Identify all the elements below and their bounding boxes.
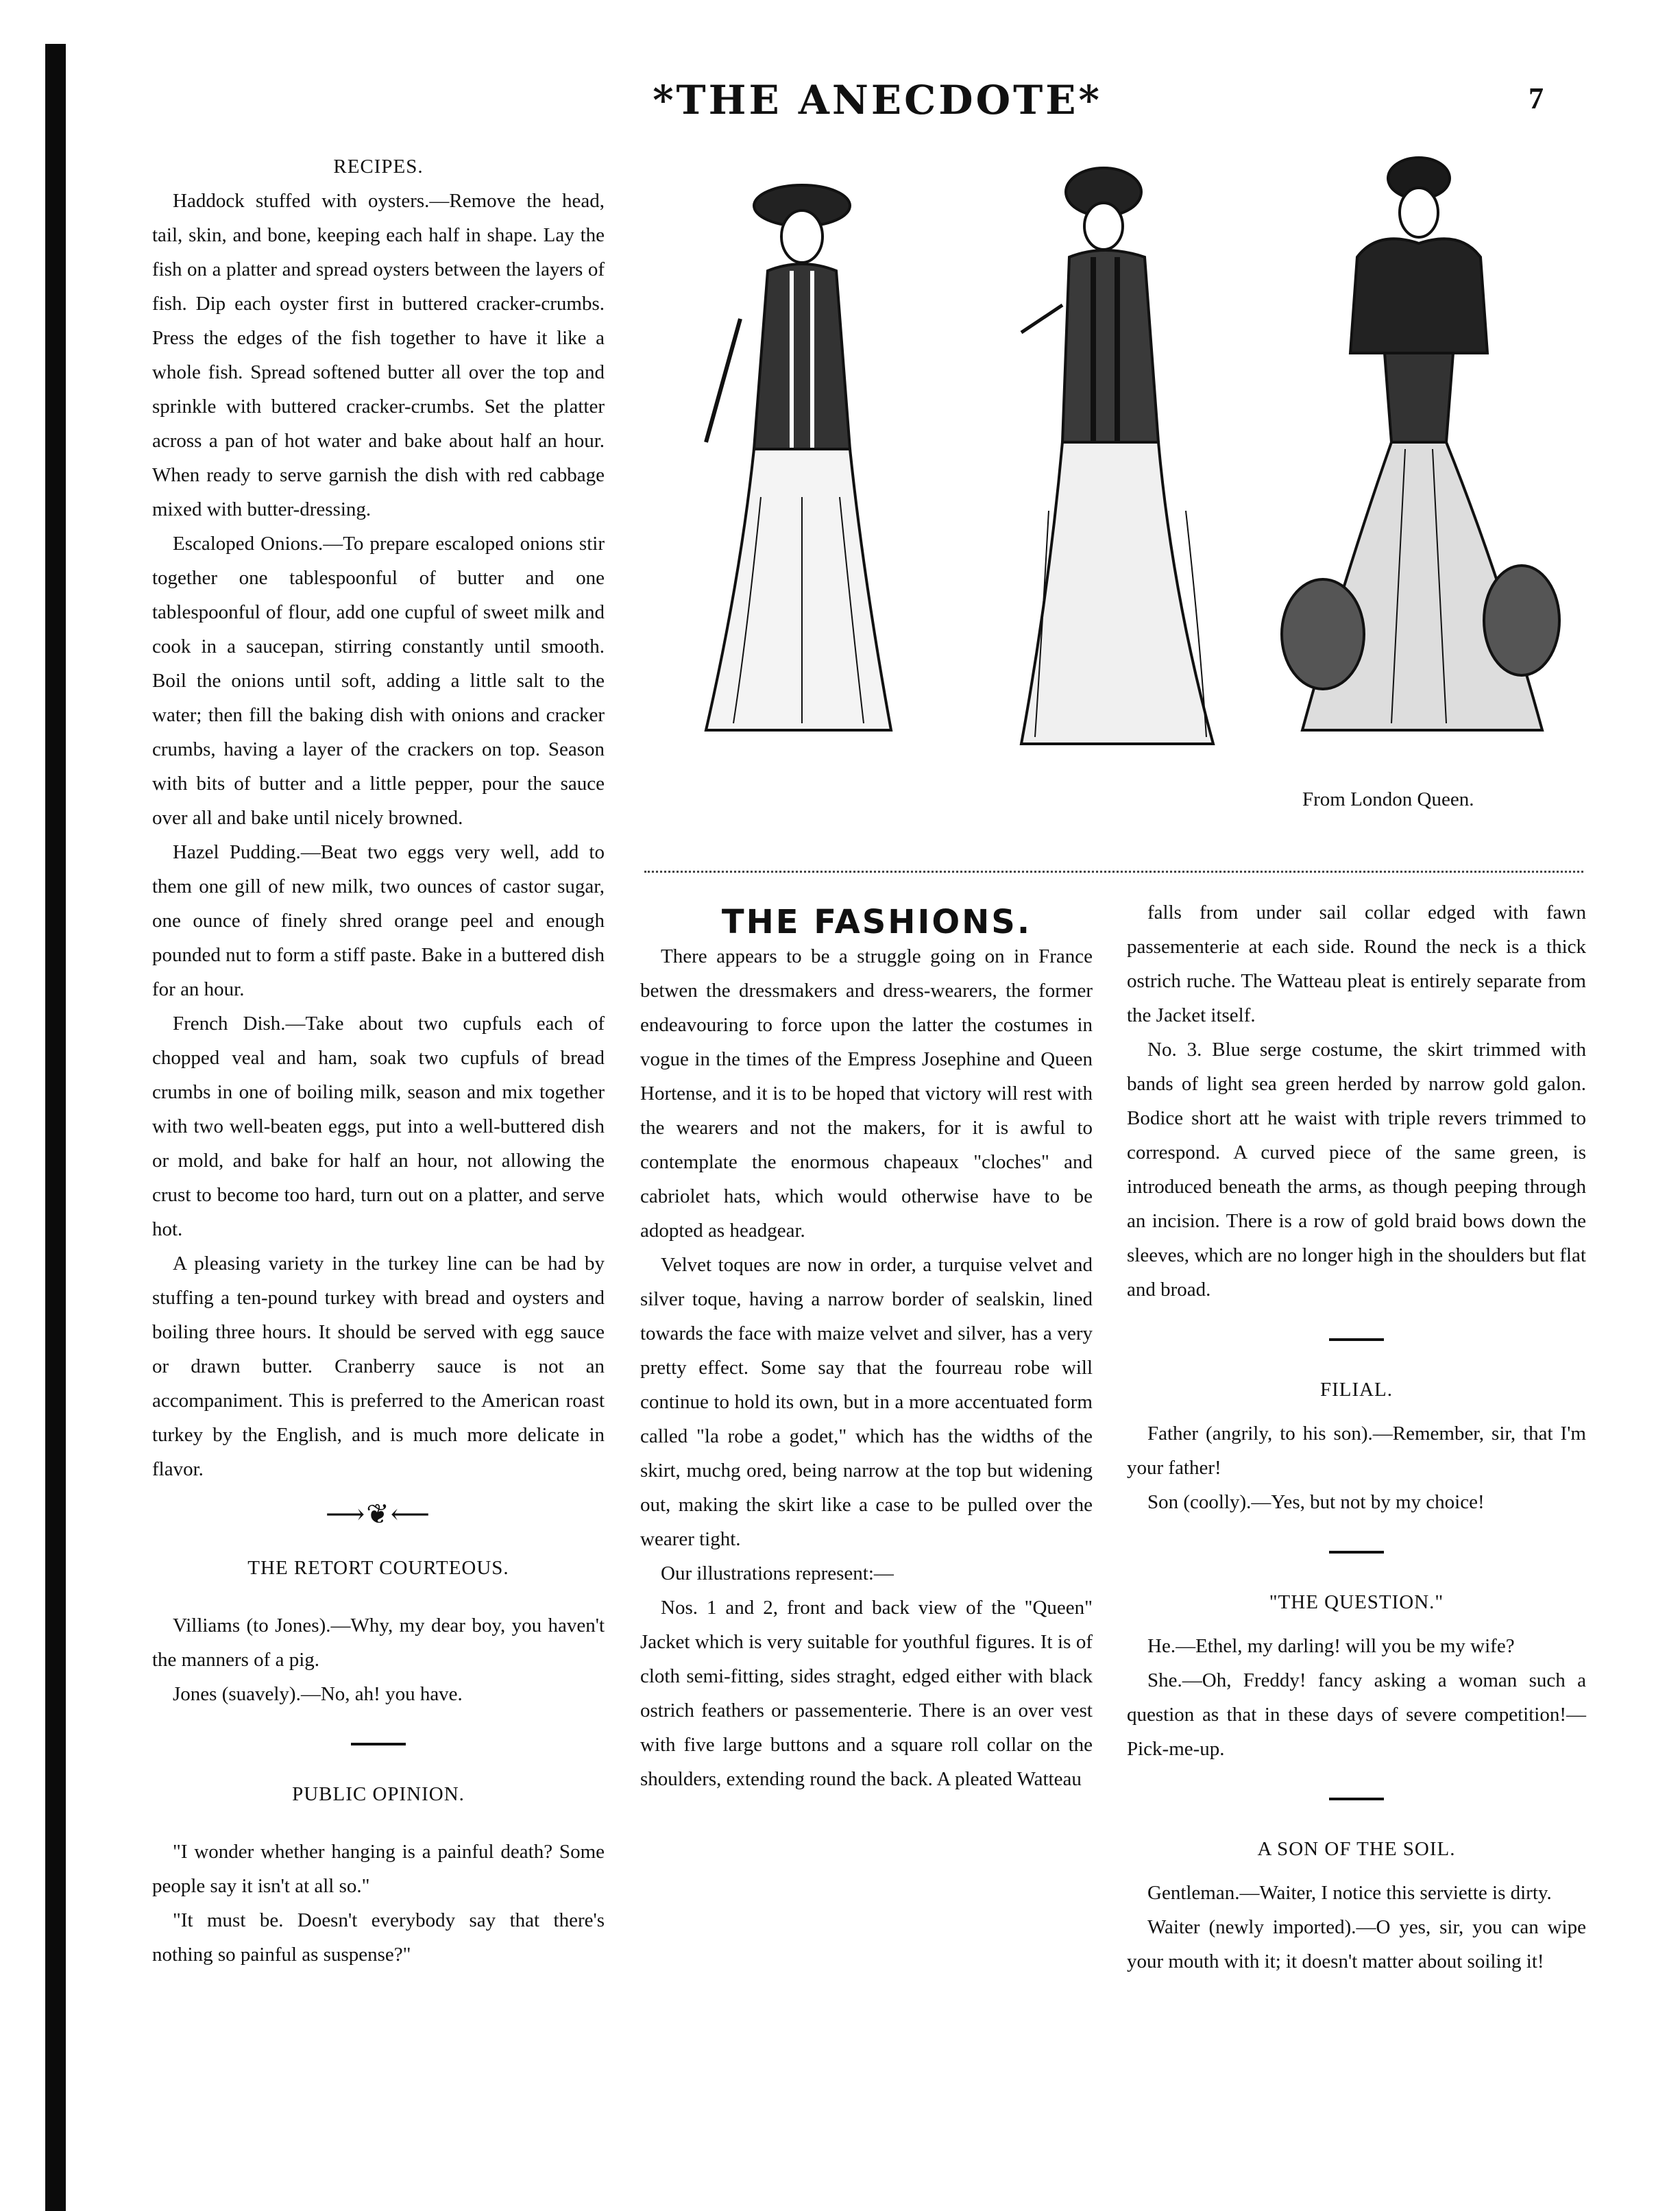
fashions-para-1: There appears to be a struggle going on in France betwen the dressmakers and dress-wearers, the former endeavouring to force upon the latter the costumes in vogue in the times of the Empress Josephine and Queen Hortense, and it is to be hoped that victory will rest with the wearers and not the makers, for it is awful to contemplate the enormous chapeaux "cloches" and cabriolet hats, which would otherwise have to be adopted as headgear. <box>640 945 1093 1242</box>
filial-heading: FILIAL. <box>1319 1379 1393 1401</box>
recipes-heading: RECIPES. <box>333 156 424 178</box>
opinion-line-2: "It must be. Doesn't everybody say that there's nothing so painful as suspense?" <box>152 1909 605 1966</box>
opinion-heading: PUBLIC OPINION. <box>292 1783 465 1805</box>
fashions-para-4: Nos. 1 and 2, front and back view of the "Queen" Jacket which is very suitable for youthful figures. It is of cloth semi-fitting, sides straght, edged either with black ostrich feathers or passementerie. There is an over vest with five large buttons and a square roll collar on the shoulders, extending round the back. A pleated Watteau <box>640 1597 1093 1790</box>
ornament-divider-icon: ⟶❦⟵ <box>325 1499 432 1530</box>
woman-front-jacket-illustration <box>706 185 891 730</box>
figure-caption: From London Queen. <box>1302 788 1474 810</box>
spacer <box>152 1811 605 1835</box>
woman-blue-serge-costume-illustration <box>1282 158 1559 730</box>
fashions-continued-2: No. 3. Blue serge costume, the skirt trimmed with bands of light sea green herded by narrow gold galon. Bodice short att he waist with triple revers trimmed to correspond. A curved piece of the same green, is introduced beneath the arms, as though peeping through an incision. There is a row of gold braid bows down the sleeves, which are no longer high in the shoulders but flat and broad. <box>1127 1039 1586 1301</box>
woman-back-jacket-illustration <box>1021 168 1213 744</box>
fashions-para-3: Our illustrations represent:— <box>661 1562 894 1584</box>
filial-line-2: Son (coolly).—Yes, but not by my choice! <box>1147 1491 1485 1513</box>
fashions-continued-1: falls from under sail collar edged with fawn passementerie at each side. Round the neck is a thick ostrich ruche. The Watteau pleat is entirely separate from the Jacket itself. <box>1127 902 1586 1026</box>
column-middle <box>640 905 1093 1796</box>
recipe-haddock: Haddock stuffed with oysters.—Remove the head, tail, skin, and bone, keeping each half in shape. Lay the fish on a platter and spread oysters between the layers of fish. Dip each oyster first in buttered cracker-crumbs. Press the edges of the fish together to have it like a whole fish. Spread softened butter all over the top and sprinkle with buttered cracker-crumbs. Set the platter across a pan of hot water and bake about half an hour. When ready to serve garnish the dish with red cabbage mixed with butter-dressing. <box>152 190 605 520</box>
retort-line-1: Villiams (to Jones).—Why, my dear boy, you haven't the manners of a pig. <box>152 1615 605 1671</box>
section-rule <box>1329 1798 1384 1800</box>
spacer <box>1127 1866 1586 1876</box>
recipe-hazel-pudding: Hazel Pudding.—Beat two eggs very well, add to them one gill of new milk, two ounces of castor sugar, one ounce of finely shred orange peel and enough pounded nut to form a stiff paste. Bake in a buttered dish for an hour. <box>152 841 605 1000</box>
opinion-line-1: "I wonder whether hanging is a painful death? Some people say it isn't at all so." <box>152 1841 605 1897</box>
section-rule <box>1329 1338 1384 1341</box>
fashions-heading: THE FASHIONS. <box>721 903 1032 941</box>
section-rule <box>351 1743 406 1745</box>
spacer <box>1127 1619 1586 1629</box>
question-line-2: She.—Oh, Freddy! fancy asking a woman such a question as that in these days of severe competition!—Pick-me-up. <box>1127 1669 1586 1760</box>
column-left <box>152 149 605 1972</box>
spacer <box>152 1585 605 1608</box>
column-right <box>1127 895 1586 1979</box>
recipe-french-dish: French Dish.—Take about two cupfuls each of chopped veal and ham, soak two cupfuls of bread crumbs in one of boiling milk, season and mix together with two well-beaten eggs, put into a well-buttered dish or mold, and bake for half an hour, not allowing the crust to become too hard, turn out on a platter, and serve hot. <box>152 1013 605 1240</box>
recipe-turkey: A pleasing variety in the turkey line can be had by stuffing a ten-pound turkey with bread and oysters and boiling three hours. It should be served with egg sauce or drawn butter. Cranberry sauce is not an accompaniment. This is preferred to the American roast turkey by the English, and is much more delicate in flavor. <box>152 1253 605 1480</box>
fashion-illustrations <box>665 154 1576 758</box>
masthead: *THE ANECDOTE* <box>653 77 1102 123</box>
retort-heading: THE RETORT COURTEOUS. <box>247 1557 509 1579</box>
soil-heading: A SON OF THE SOIL. <box>1257 1838 1456 1860</box>
soil-line-1: Gentleman.—Waiter, I notice this serviette is dirty. <box>1147 1882 1552 1904</box>
section-rule <box>1329 1551 1384 1554</box>
page-edge-bar <box>45 44 66 2211</box>
filial-line-1: Father (angrily, to his son).—Remember, sir, that I'm your father! <box>1127 1423 1586 1479</box>
recipe-escaloped-onions: Escaloped Onions.—To prepare escaloped onions stir together one tablespoonful of butter and one tablespoonful of flour, add one cupful of sweet milk and cook in a saucepan, stirring constantly until smooth. Boil the onions until soft, adding a little salt to the water; then fill the baking dish with onions and cracker crumbs, having a layer of the crackers on top. Season with bits of butter and a little pepper, pour the sauce over all and bake until nicely browned. <box>152 533 605 829</box>
question-line-1: He.—Ethel, my darling! will you be my wife? <box>1147 1635 1515 1657</box>
retort-line-2: Jones (suavely).—No, ah! you have. <box>173 1683 463 1705</box>
fashions-para-2: Velvet toques are now in order, a turquise velvet and silver toque, having a narrow border of sealskin, lined towards the face with maize velvet and silver, has a very pretty effect. Some say that the fourreau robe will continue to hold its own, but in a more accentuated form called "la robe a godet," which has the widths of the skirt, muchg ored, being narrow at the top but widening out, making the skirt like a case to be pulled over the wearer tight. <box>640 1254 1093 1550</box>
question-heading: "THE QUESTION." <box>1269 1591 1444 1613</box>
spacer <box>1127 1407 1586 1416</box>
page-number: 7 <box>1529 82 1544 115</box>
dotted-divider <box>644 871 1583 873</box>
soil-line-2: Waiter (newly imported).—O yes, sir, you can wipe your mouth with it; it doesn't matter about soiling it! <box>1127 1916 1586 1972</box>
